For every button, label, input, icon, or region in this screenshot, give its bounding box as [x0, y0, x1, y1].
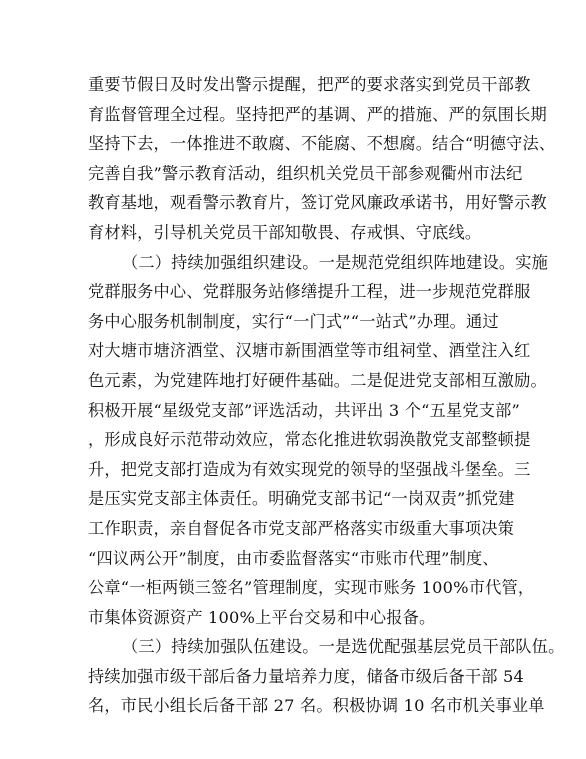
section-heading-line: （三）持续加强队伍建设。一是选优配强基层党员干部队伍。 — [122, 637, 565, 657]
text-line: 是压实党支部主体责任。明确党支部书记“一岗双责”抓党建 — [88, 489, 515, 509]
text-line: ，形成良好示范带动效应，常态化推进软弱涣散党支部整顿提 — [88, 430, 531, 450]
text-line: 色元素，为党建阵地打好硬件基础。二是促进党支部相互激励。 — [88, 370, 547, 390]
text-line: 对大塘市塘济酒堂、汉塘市新围酒堂等市组祠堂、酒堂注入红 — [88, 341, 531, 361]
text-line: 市集体资源资产 100%上平台交易和中心报备。 — [88, 607, 436, 627]
text-line: 持续加强市级干部后备力量培养力度，储备市级后备干部 54 — [88, 666, 525, 686]
text-line: 公章“一柜两锁三签名”管理制度，实现市账务 100%市代管， — [88, 578, 535, 598]
text-line: 升，把党支部打造成为有效实现党的领导的坚强战斗堡垒。三 — [88, 459, 531, 479]
text-line: “四议两公开”制度，由市委监督落实“市账市代理”制度、 — [88, 548, 499, 568]
text-line: 完善自我”警示教育活动，组织机关党员干部参观衢州市法纪 — [88, 163, 523, 183]
text-line: 育材料，引导机关党员干部知敬畏、存戒惧、守底线。 — [88, 222, 482, 242]
text-line: 名，市民小组长后备干部 27 名。积极协调 10 名市机关事业单 — [88, 696, 545, 716]
text-line: 重要节假日及时发出警示提醒，把严的要求落实到党员干部教 — [88, 75, 531, 94]
text-line: 务中心服务机制制度，实行“一门式”“一站式”办理。通过 — [88, 311, 499, 331]
text-line: 工作职责，亲自督促各市党支部严格落实市级重大事项决策 — [88, 518, 515, 538]
text-line: 积极开展“星级党支部”评选活动，共评出 3 个“五星党支部” — [88, 400, 521, 420]
document-body — [88, 70, 565, 721]
text-line: 育监督管理全过程。坚持把严的基调、严的措施、严的氛围长期 — [88, 104, 547, 124]
text-line: 党群服务中心、党群服务站修缮提升工程，进一步规范党群服 — [88, 282, 531, 302]
section-heading-line: （二）持续加强组织建设。一是规范党组织阵地建设。实施 — [122, 252, 549, 272]
text-line: 坚持下去，一体推进不敢腐、不能腐、不想腐。结合“明德守法、 — [88, 134, 556, 154]
text-line: 教育基地，观看警示教育片，签订党风廉政承诺书，用好警示教 — [88, 193, 547, 213]
